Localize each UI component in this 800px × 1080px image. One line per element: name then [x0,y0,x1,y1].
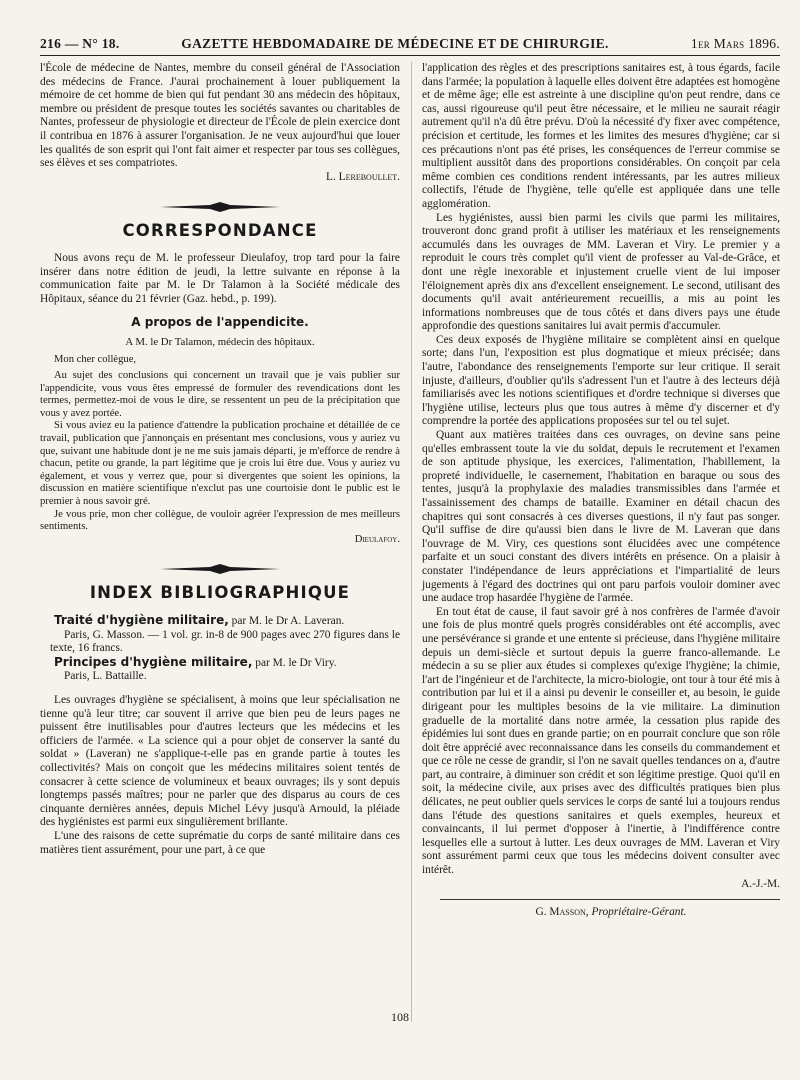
review-paragraph: Les ouvrages d'hygiène se spécialisent, à moins que leur spécialisation ne tienne qu'à leur titre; car souvent il arrive que bien peu de leurs pages ne puissent être inutilisables pour d'autres lecteurs que les médecins et les officiers de l'armée. « La science qui a pour objet de conserver la santé du soldat » (Laveran) ne s'applique-t-elle pas en grande partie à toutes les collectivités? Mais on conçoit que les médecins militaires soient tentés de consacrer à cette science de volumineux et beaux ouvrages; ils y sont depuis longtemps passés maîtres; pour ne parler que des disparus au cours de ces cinquante dernières années, depuis Michel Lévy jusqu'à Arnould, la pléiade des hygiénistes est parmi eux singulièrement brillante. [40,693,400,829]
publisher-line [442,906,780,920]
left-column [40,62,400,1022]
intro-signature: L. Lereboullet. [325,170,400,183]
letter-salutation: Mon cher collègue, [54,353,137,365]
intro-paragraph: l'École de médecine de Nantes, membre du conseil général de l'Association des médecins de France. J'aurai prochainement à louer publiquement la mémoire de cet homme de bien qui fut pendant 30 ans médecin des hôpitaux, membre ou président de presque toutes les sociétés savantes ou charitables de Nantes, professeur de physiologie et directeur de l'École de plein exercice dont il contribua en 1876 à assurer l'organisation. Je ne veux aujourd'hui que louer les qualités de son esprit qui l'ont fait aimer et respecter par tous ses collègues, ses élèves et ses compatriotes. [40,62,400,170]
review-signature: A.-J.-M. [741,877,780,890]
letter-body [40,354,400,547]
book-entry [40,614,400,656]
letter-closing: Je vous prie, mon cher collègue, de vouloir agréer l'expression de mes meilleurs sentiments. [40,508,400,533]
review-paragraph: L'une des raisons de cette suprématie du corps de santé militaire dans ces matières tient assurément, pour une part, à ce que [40,829,400,856]
book-author: par M. le Dr Viry. [255,656,337,669]
book-title: Traité d'hygiène militaire, [54,613,229,627]
book-entry [40,656,400,684]
page-number: 216 — N° 18. [40,36,120,51]
review-paragraph: Ces deux exposés de l'hygiène militaire se complètent ainsi en quelque sorte; dans l'un, l'exposition est plus dogmatique et mieux précisée; dans l'autre, l'abondance des renseignements l'emporte sur leur critique. Il serait injuste, d'ailleurs, d'oublier qu'ils s'adressent l'un et l'autre à des lecteurs déjà familiarisés avec les notions scientifiques et d'ordre technique si diverses que l'hygiène utilise, lecteurs plus que tous autres à même d'y discerner et d'y comprendre la portée des applications proposées sur tel ou tel sujet. [422,333,780,428]
letter-address: A M. le Dr Talamon, médecin des hôpitaux. [125,335,315,348]
folio-number: 108 [391,1010,409,1024]
review-text [40,694,400,857]
book-details: Paris, L. Battaille. [64,670,147,683]
letter-paragraph: Au sujet des conclusions qui concernent un travail que je vais publier sur l'appendicite, vous vous êtes empressé de formuler des revendications dont les termes, permettez-moi de vous le dire, se ressentent un peu de la précipitation que vous y avez portée. [40,370,400,419]
publisher-role: Propriétaire-Gérant. [591,906,687,919]
review-paragraph: l'application des règles et des prescriptions sanitaires est, à tous égards, facile dans l'armée; la population à laquelle elles doivent être adaptées est homogène et de même âge; elle est astreinte à une discipline qu'on peut rendre, dans ce cas, aussi rigoureuse qu'il peut être nécessaire, et le milieu ne saurait réagir autrement qu'il n'a dû être prévu. D'où la nécessité d'y fixer avec compétence, précision et certitude, les formes et les limites des mesures d'hygiène; car si ces précautions n'ont pas été prises, les conséquences de l'erreur commise se multiplient aussitôt dans des proportions considérables. On conçoit par cela même combien ces conditions rendent intéressants, par les autres milieux collectifs, l'étude de l'hygiène, telle qu'elle est appliquée dans une telle agglomération. [422,62,780,210]
review-paragraph: En tout état de cause, il faut savoir gré à nos confrères de l'armée d'avoir une fois de plus montré quels progrès considérables ont été accomplis, avec une persévérance si grande et une entente si précieuse, dans l'hygiène militaire depuis un demi-siècle et surtout depuis la guerre franco-allemande. Le médecin a su se plier aux études si complexes qu'exige l'hygiène; la chimie, l'art de l'ingénieur et de l'architecte, la micro-biologie, ont tour à tour été mis à contribution par lui et il a ainsi pu devenir le conseiller et, au besoin, le guide dirigeant pour les multiples besoins de la vie militaire. La diminution graduelle de la mortalité dans notre armée, la cessation plus rapide des épidémies lui sont dues en grande partie; on en pourrait conclure que son rôle doit être apprécié avec reconnaissance dans les conseils du commandement et que ce rôle ne cesse de grandir, si l'on ne savait quelles tendances on a, d'autre part, au contraire, à diminuer son crédit et son légitime prestige. Quoi qu'il en soit, la médecine civile, aux prises avec des difficultés pratiques bien plus délicates, ne peut oublier quels services le corps de santé lui a toujours rendus dans l'étude des questions sanitaires et quels exemples, heureux et convaincants, il lui permet d'opposer à l'inertie, à l'indifférence contre lesquelles elle a surtout à lutter. Les deux ouvrages de MM. Laveran et Viry sont assurément parmi ceux que tous les médecins doivent consulter avec intérêt. [422,605,780,877]
book-author: par M. le Dr A. Laveran. [231,615,345,627]
issue-date: 1er Mars 1896. [690,36,780,51]
two-column-body [40,62,780,1022]
letter-signature: Dieulafoy. [354,533,400,545]
footer-rule [440,899,780,900]
book-title: Principes d'hygiène militaire, [54,654,253,669]
ornamental-separator [40,202,400,212]
right-column [411,62,780,1022]
publisher-name: G. Masson, [535,906,589,919]
correspondance-intro: Nous avons reçu de M. le professeur Dieulafoy, trop tard pour la faire insérer dans notre édition de jeudi, la lettre suivante en réponse à la communication faite par M. le Dr Talamon à la Société médicale des Hôpitaux, séance du 21 février (Gaz. hebd., p. 199). [40,251,400,305]
ornamental-separator [40,564,400,574]
letter-paragraph: Si vous aviez eu la patience d'attendre la publication prochaine et détaillée de ce travail, publication que j'annonçais en présentant mes conclusions, vous y auriez vu que, suivant une habitude dont je ne me suis jamais départi, je m'efforce de rendre à chacun, petite ou grande, la part légitime que je crois lui être due. Vous y auriez vu également, et vous y verrez que, pour si divergentes que soient les opinions, la discussion en matière scientifique n'exclut pas une courtoisie dont le public est le premier à nous savoir gré. [40,420,400,508]
book-details: Paris, G. Masson. — 1 vol. gr. in-8 de 900 pages avec 270 figures dans le texte, 16 francs. [50,628,400,655]
review-paragraph: Quant aux matières traitées dans ces ouvrages, on devine sans peine qu'elles embrassent toute la vie du soldat, depuis le recrutement et l'examen de son aptitude physique, les exercices, l'alimentation, l'habillement, la propreté individuelle, le casernement, l'habitation en baraque ou sous des tentes, jusqu'à la prophylaxie des maladies transmissibles dans l'armée et l'assainissement des champs de bataille. Examiner en détail chacun des chapitres qui sont consacrés à ces diverses questions, il n'y faut pas songer. Qu'il suffise de dire qu'aussi bien dans le livre de M. Laveran que dans l'ouvrage de M. Viry, ces questions sont élucidées avec une compétence parfaite et un souci constant des divers intérêts en présence. On a plaisir à constater l'indépendance de leurs appréciations et l'impartialité de leurs jugements à l'égard des doctrines qui ont paru parfois vouloir dominer avec une audace trop hasardée l'hygiène de l'armée. [422,429,780,605]
journal-title: GAZETTE HEBDOMADAIRE DE MÉDECINE ET DE CHIRURGIE. [181,36,609,51]
correspondance-heading: CORRESPONDANCE [122,221,318,241]
running-head [40,36,780,56]
letter-title: A propos de l'appendicite. [131,315,309,330]
journal-page [40,36,780,1066]
review-paragraph: Les hygiénistes, aussi bien parmi les civils que parmi les militaires, trouveront donc grand profit à utiliser les matériaux et les renseignements accumulés dans les ouvrages de MM. Laveran et Viry. Le premier y a reproduit le cours très complet qu'il vient de professer au Val-de-Grâce, et dont une règle inexorable et injustement cruelle vient de lui imposer l'éloignement après dix ans d'excellent enseignement. Le second, utilisant des documents qu'il avait antérieurement recueillis, a mis au point les informations nombreuses que de tous côtés et dans divers pays une étude approfondie des questions sanitaires lui avait permis d'accumuler. [422,211,780,333]
index-heading: INDEX BIBLIOGRAPHIQUE [89,583,351,603]
